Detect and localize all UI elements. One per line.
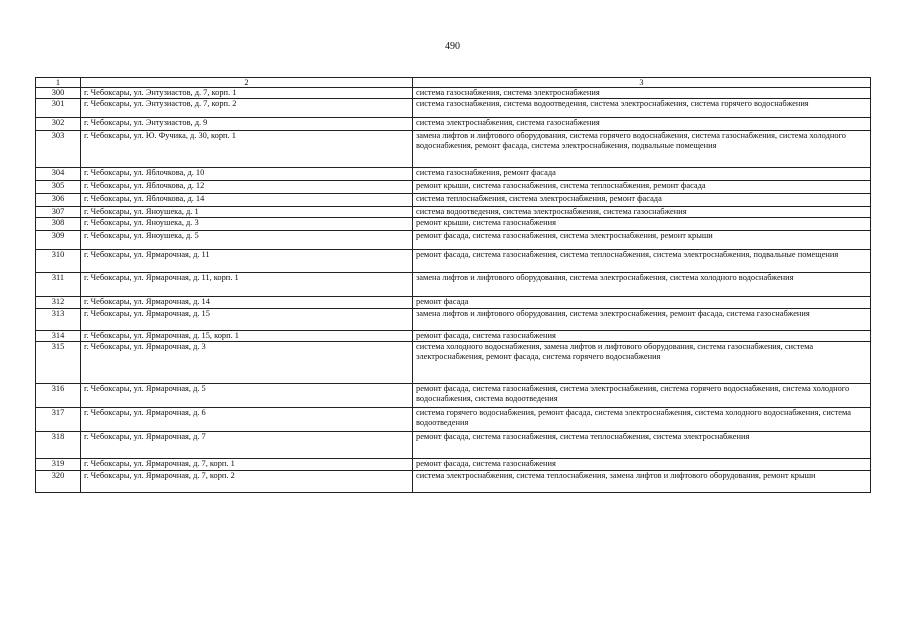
row-works: замена лифтов и лифтового оборудования, система электроснабжения, ремонт фасада, система газоснабжения — [413, 309, 871, 331]
row-works: ремонт фасада, система газоснабжения — [413, 459, 871, 471]
table-row — [36, 181, 871, 194]
row-number: 310 — [36, 250, 81, 273]
row-number: 318 — [36, 432, 81, 459]
row-address: г. Чебоксары, ул. Ярмарочная, д. 7, корп. 1 — [81, 459, 413, 471]
row-address: г. Чебоксары, ул. Яноушека, д. 5 — [81, 231, 413, 250]
row-number: 312 — [36, 297, 81, 309]
row-address: г. Чебоксары, ул. Ярмарочная, д. 5 — [81, 384, 413, 408]
row-number: 301 — [36, 99, 81, 118]
row-address: г. Чебоксары, ул. Ярмарочная, д. 15 — [81, 309, 413, 331]
row-number: 316 — [36, 384, 81, 408]
row-works: ремонт крыши, система газоснабжения, система теплоснабжения, ремонт фасада — [413, 181, 871, 194]
table-row — [36, 88, 871, 99]
row-number: 314 — [36, 331, 81, 342]
table-row — [36, 331, 871, 342]
row-number: 308 — [36, 218, 81, 231]
table-body — [36, 88, 871, 493]
table-row — [36, 207, 871, 218]
row-number: 302 — [36, 118, 81, 131]
row-number: 304 — [36, 168, 81, 181]
row-number: 300 — [36, 88, 81, 99]
page-number: 490 — [445, 41, 460, 52]
row-address: г. Чебоксары, ул. Ярмарочная, д. 6 — [81, 408, 413, 432]
row-works: система электроснабжения, система газоснабжения — [413, 118, 871, 131]
table-row — [36, 273, 871, 297]
table-row — [36, 309, 871, 331]
table-header-row — [36, 78, 871, 88]
row-address: г. Чебоксары, ул. Энтузиастов, д. 9 — [81, 118, 413, 131]
row-works: ремонт фасада, система газоснабжения, система теплоснабжения, система электроснабжения — [413, 432, 871, 459]
row-number: 313 — [36, 309, 81, 331]
table-row — [36, 218, 871, 231]
row-number: 303 — [36, 131, 81, 168]
row-number: 309 — [36, 231, 81, 250]
row-address: г. Чебоксары, ул. Ю. Фучика, д. 30, корп. 1 — [81, 131, 413, 168]
table-row — [36, 231, 871, 250]
row-address: г. Чебоксары, ул. Ярмарочная, д. 7, корп. 2 — [81, 471, 413, 493]
row-works: система электроснабжения, система теплоснабжения, замена лифтов и лифтового оборудования, ремонт крыши — [413, 471, 871, 493]
table-row — [36, 459, 871, 471]
row-address: г. Чебоксары, ул. Энтузиастов, д. 7, корп. 2 — [81, 99, 413, 118]
row-number: 307 — [36, 207, 81, 218]
row-address: г. Чебоксары, ул. Ярмарочная, д. 11, корп. 1 — [81, 273, 413, 297]
row-works: ремонт фасада, система газоснабжения, система электроснабжения, ремонт крыши — [413, 231, 871, 250]
row-number: 311 — [36, 273, 81, 297]
table-row — [36, 250, 871, 273]
table-row — [36, 342, 871, 384]
row-works: замена лифтов и лифтового оборудования, система электроснабжения, система холодного водоснабжения — [413, 273, 871, 297]
row-works: ремонт фасада, система газоснабжения, система электроснабжения, система горячего водоснабжения, система холодного водоснабжения, система водоотведения — [413, 384, 871, 408]
row-works: ремонт крыши, система газоснабжения — [413, 218, 871, 231]
row-address: г. Чебоксары, ул. Яблочкова, д. 10 — [81, 168, 413, 181]
row-works: ремонт фасада — [413, 297, 871, 309]
column-header-3: 3 — [413, 78, 871, 88]
row-address: г. Чебоксары, ул. Ярмарочная, д. 15, корп. 1 — [81, 331, 413, 342]
row-address: г. Чебоксары, ул. Яноушека, д. 1 — [81, 207, 413, 218]
table-row — [36, 384, 871, 408]
row-works: система теплоснабжения, система электроснабжения, ремонт фасада — [413, 194, 871, 207]
table-row — [36, 168, 871, 181]
row-works: система газоснабжения, ремонт фасада — [413, 168, 871, 181]
column-header-2: 2 — [81, 78, 413, 88]
row-address: г. Чебоксары, ул. Яблочкова, д. 14 — [81, 194, 413, 207]
column-header-1: 1 — [36, 78, 81, 88]
row-number: 315 — [36, 342, 81, 384]
table-row — [36, 131, 871, 168]
row-address: г. Чебоксары, ул. Ярмарочная, д. 7 — [81, 432, 413, 459]
table-row — [36, 408, 871, 432]
row-address: г. Чебоксары, ул. Энтузиастов, д. 7, корп. 1 — [81, 88, 413, 99]
works-table — [35, 77, 871, 493]
row-address: г. Чебоксары, ул. Яноушека, д. 3 — [81, 218, 413, 231]
row-number: 319 — [36, 459, 81, 471]
row-works: ремонт фасада, система газоснабжения — [413, 331, 871, 342]
row-address: г. Чебоксары, ул. Яблочкова, д. 12 — [81, 181, 413, 194]
table-row — [36, 118, 871, 131]
row-works: система водоотведения, система электроснабжения, система газоснабжения — [413, 207, 871, 218]
row-works: система газоснабжения, система электроснабжения — [413, 88, 871, 99]
row-works: система горячего водоснабжения, ремонт фасада, система электроснабжения, система холодного водоснабжения, система водоотведения — [413, 408, 871, 432]
row-number: 320 — [36, 471, 81, 493]
row-number: 317 — [36, 408, 81, 432]
row-address: г. Чебоксары, ул. Ярмарочная, д. 11 — [81, 250, 413, 273]
row-number: 306 — [36, 194, 81, 207]
table-row — [36, 471, 871, 493]
row-works: замена лифтов и лифтового оборудования, система горячего водоснабжения, система газоснабжения, система холодного водоснабжения, ремонт фасада, система электроснабжения, подвальные помещения — [413, 131, 871, 168]
table-row — [36, 194, 871, 207]
table-row — [36, 99, 871, 118]
table-row — [36, 297, 871, 309]
row-works: система холодного водоснабжения, замена лифтов и лифтового оборудования, система газоснабжения, система электроснабжения, ремонт фасада, система горячего водоснабжения — [413, 342, 871, 384]
row-works: система газоснабжения, система водоотведения, система электроснабжения, система горячего водоснабжения — [413, 99, 871, 118]
table-row — [36, 432, 871, 459]
row-address: г. Чебоксары, ул. Ярмарочная, д. 3 — [81, 342, 413, 384]
row-address: г. Чебоксары, ул. Ярмарочная, д. 14 — [81, 297, 413, 309]
row-works: ремонт фасада, система газоснабжения, система теплоснабжения, система электроснабжения, подвальные помещения — [413, 250, 871, 273]
row-number: 305 — [36, 181, 81, 194]
